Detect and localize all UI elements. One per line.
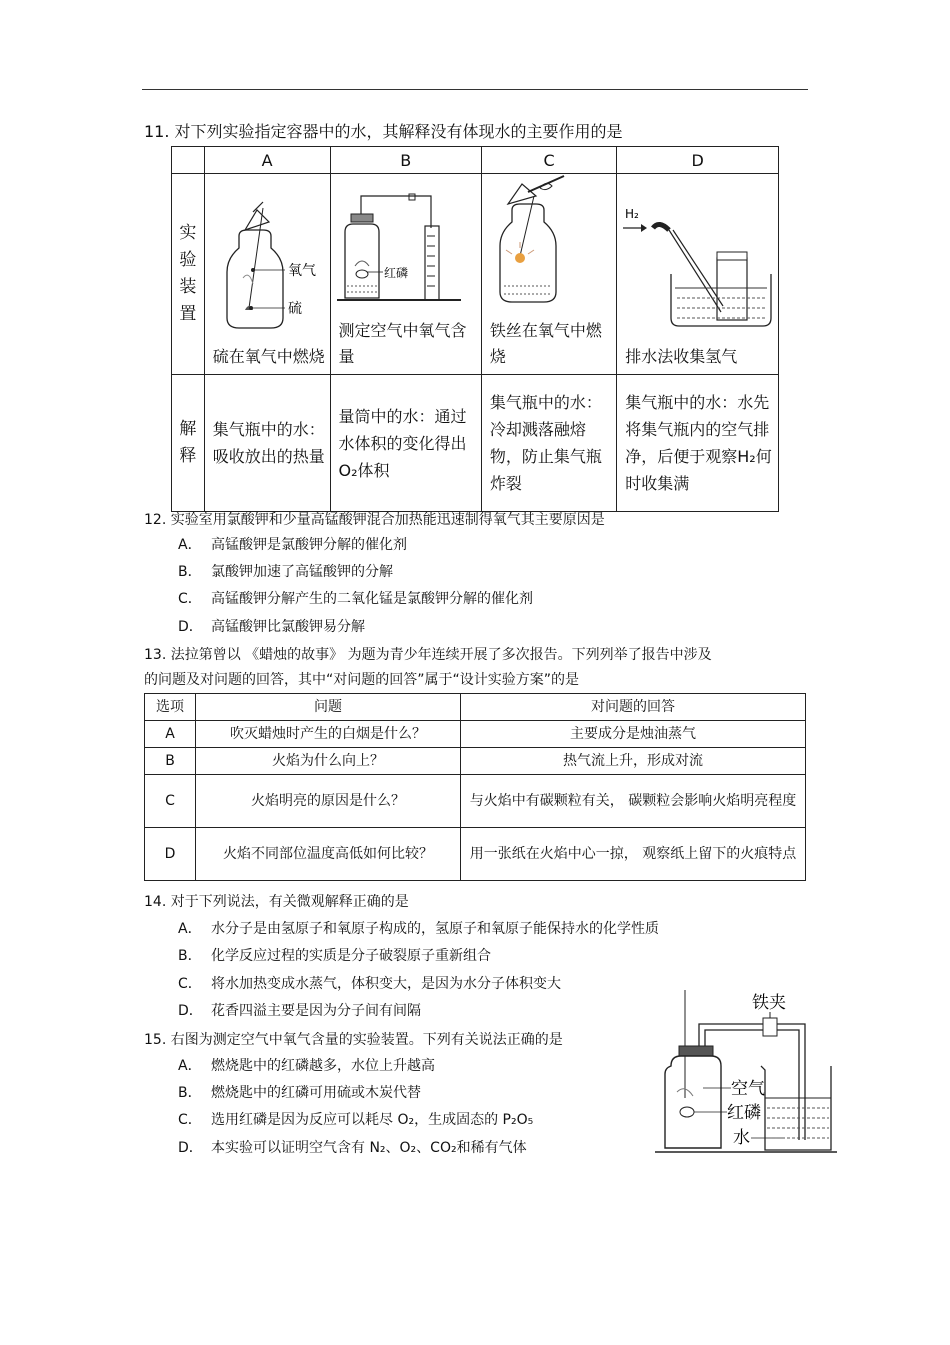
figure-sulfur-burning [205, 200, 329, 340]
q13-table [144, 693, 806, 881]
figure-hydrogen-collection [617, 200, 777, 340]
q13-row-d-question: 火焰不同部位温度高低如何比较？ [196, 828, 461, 881]
q11-explanation-a: 集气瓶中的水：吸收放出的热量 [204, 375, 330, 512]
q15-option-b[interactable]: B． 燃烧匙中的红磷可用硫或木炭代替 [178, 1085, 421, 1101]
q12-option-d[interactable]: D． 高锰酸钾比氯酸钾易分解 [178, 619, 365, 635]
q13-row-b-option: B [145, 748, 196, 775]
figure-oxygen-content [331, 174, 481, 314]
q12-option-b[interactable]: B． 氯酸钾加速了高锰酸钾的分解 [178, 564, 393, 580]
figure-iron-burning [482, 174, 616, 314]
q11-stem: 11. 对下列实验指定容器中的水，其解释没有体现水的主要作用的是 [144, 122, 623, 141]
label-oxygen: 氧气 [287, 263, 316, 279]
q12-stem: 12. 实验室用氯酸钾和少量高锰酸钾混合加热能迅速制得氧气其主要原因是 [144, 512, 605, 528]
q11-row-label-explanation: 解释 [172, 375, 205, 512]
q11-caption-b: 测定空气中氧气含量 [338, 321, 467, 366]
q11-cell-b [330, 174, 481, 375]
q13-row-c-option: C [145, 775, 196, 828]
q13-row-d-answer: 用一张纸在火焰中心一掠， 观察纸上留下的火痕特点 [461, 828, 806, 881]
header-rule [142, 89, 808, 90]
q15-option-d[interactable]: D． 本实验可以证明空气含有 N₂、O₂、CO₂和稀有气体 [178, 1140, 527, 1156]
q11-caption-d: 排水法收集氢气 [625, 347, 738, 366]
q12-option-a[interactable]: A． 高锰酸钾是氯酸钾分解的催化剂 [178, 537, 407, 553]
q11-row-label-apparatus: 实验装置 [172, 174, 205, 375]
q14-stem: 14. 对于下列说法，有关微观解释正确的是 [144, 894, 409, 910]
label-red-phosphorus-q15: 红磷 [727, 1103, 761, 1123]
q11-caption-a: 硫在氧气中燃烧 [212, 347, 325, 366]
q11-explanation-b: 量筒中的水：通过水体积的变化得出O₂体积 [330, 375, 481, 512]
q13-row-d-option: D [145, 828, 196, 881]
q13-row-a-answer: 主要成分是烛油蒸气 [461, 721, 806, 748]
label-iron-clamp: 铁夹 [752, 993, 786, 1013]
q13-stem-line1: 13. 法拉第曾以 《蜡烛的故事》 为题为青少年连续开展了多次报告。下列列举了报告中涉及 [144, 647, 712, 663]
label-water: 水 [733, 1128, 750, 1148]
q14-option-a[interactable]: A． 水分子是由氢原子和氧原子构成的，氢原子和氧原子能保持水的化学性质 [178, 921, 659, 937]
q11-cell-a [204, 174, 330, 375]
q13-row-a-question: 吹灭蜡烛时产生的白烟是什么？ [196, 721, 461, 748]
label-red-phosphorus: 红磷 [383, 266, 408, 280]
q13-stem-line2: 的问题及对问题的回答，其中“对问题的回答”属于“设计实验方案”的是 [144, 672, 580, 688]
q11-table [171, 146, 779, 512]
label-h2: H₂ [625, 207, 640, 221]
q13-row-c-question: 火焰明亮的原因是什么？ [196, 775, 461, 828]
q12-option-c[interactable]: C． 高锰酸钾分解产生的二氧化锰是氯酸钾分解的催化剂 [178, 591, 533, 607]
q11-header-a: A [204, 147, 330, 174]
q15-option-a[interactable]: A． 燃烧匙中的红磷越多，水位上升越高 [178, 1058, 435, 1074]
q13-row-a-option: A [145, 721, 196, 748]
q11-cell-d [617, 174, 779, 375]
q11-header-c: C [481, 147, 616, 174]
q13-row-b-question: 火焰为什么向上？ [196, 748, 461, 775]
label-air: 空气 [731, 1079, 765, 1099]
q13-row-b-answer: 热气流上升，形成对流 [461, 748, 806, 775]
q11-header-d: D [617, 147, 779, 174]
q15-stem: 15. 右图为测定空气中氧气含量的实验装置。下列有关说法正确的是 [144, 1032, 563, 1048]
q11-caption-c: 铁丝在氧气中燃烧 [489, 321, 602, 366]
q13-row-c-answer: 与火焰中有碳颗粒有关， 碳颗粒会影响火焰明亮程度 [461, 775, 806, 828]
q11-header-b: B [330, 147, 481, 174]
q15-option-c[interactable]: C． 选用红磷是因为反应可以耗尽 O₂，生成固态的 P₂O₅ [178, 1112, 534, 1128]
q13-header-option: 选项 [145, 694, 196, 721]
figure-q15-apparatus [655, 988, 840, 1158]
q13-header-question: 问题 [196, 694, 461, 721]
q11-explanation-d: 集气瓶中的水：水先将集气瓶内的空气排净，后便于观察H₂何时收集满 [617, 375, 779, 512]
q11-cell-c [481, 174, 616, 375]
label-sulfur: 硫 [287, 301, 302, 317]
q14-option-d[interactable]: D． 花香四溢主要是因为分子间有间隔 [178, 1003, 421, 1019]
q11-explanation-c: 集气瓶中的水：冷却溅落融熔物，防止集气瓶炸裂 [481, 375, 616, 512]
q14-option-b[interactable]: B． 化学反应过程的实质是分子破裂原子重新组合 [178, 948, 491, 964]
q14-option-c[interactable]: C． 将水加热变成水蒸气，体积变大，是因为水分子体积变大 [178, 976, 561, 992]
q13-header-answer: 对问题的回答 [461, 694, 806, 721]
